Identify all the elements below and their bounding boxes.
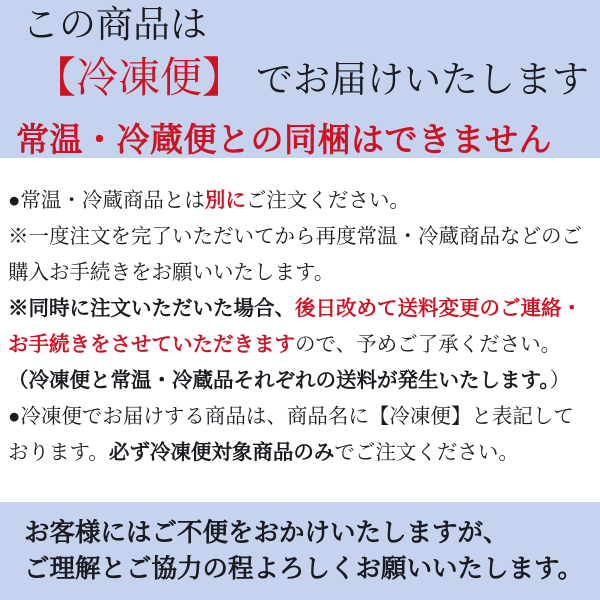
- note-segment: ご注文ください。: [245, 190, 410, 212]
- notes-list: [8, 183, 594, 471]
- footer-line2: ご理解とご協力の程よろしくお願いいたします。: [24, 554, 583, 583]
- note-segment: 必ず冷凍便対象商品のみ: [108, 442, 335, 464]
- note-segment: 購入お手続きをお願いいたします。: [8, 262, 335, 284]
- note-line: [8, 183, 594, 219]
- note-segment: ※一度注文を完了いただいてから再度常温・冷蔵商品などのご: [8, 226, 582, 248]
- note-line: [8, 255, 594, 291]
- header-line1: この商品は: [22, 5, 207, 46]
- footer-line1: お客様にはご不便をおかけいたしますが、: [24, 518, 509, 547]
- header-section: [0, 0, 600, 158]
- note-segment: （冷凍便と常温・冷蔵品それぞれの送料が発生いたします。: [8, 370, 550, 392]
- note-segment: お手続きをさせていただきます: [8, 334, 295, 356]
- note-line: [8, 219, 594, 255]
- frozen-delivery-highlight: 【冷凍便】: [34, 56, 245, 102]
- note-line: [8, 363, 594, 399]
- notes-section: [0, 158, 600, 502]
- note-segment: でご注文ください。: [334, 442, 519, 464]
- note-line: [8, 399, 594, 435]
- note-segment: 別に: [204, 190, 246, 212]
- note-line: [8, 327, 594, 363]
- footer-section: [0, 502, 600, 600]
- note-line: [8, 435, 594, 471]
- note-segment: ●常温・冷蔵商品とは: [8, 190, 205, 212]
- header-line2: [34, 50, 600, 117]
- header-line2-rest: でお届けいたします: [256, 60, 590, 101]
- note-segment: ので、予めご了承ください。: [295, 334, 562, 356]
- note-segment: ）: [549, 370, 571, 392]
- note-segment: ※同時に注文いただいた場合、: [8, 298, 295, 320]
- note-line: [8, 291, 594, 327]
- note-segment: 後日改めて送料変更のご連絡・: [295, 298, 582, 320]
- note-segment: おります。: [8, 442, 109, 464]
- no-bundling-warning: 常温・冷蔵便との同梱はできません: [16, 123, 552, 159]
- note-segment: ●冷凍便でお届けする商品は、商品名に【冷凍便】と表記して: [8, 406, 574, 428]
